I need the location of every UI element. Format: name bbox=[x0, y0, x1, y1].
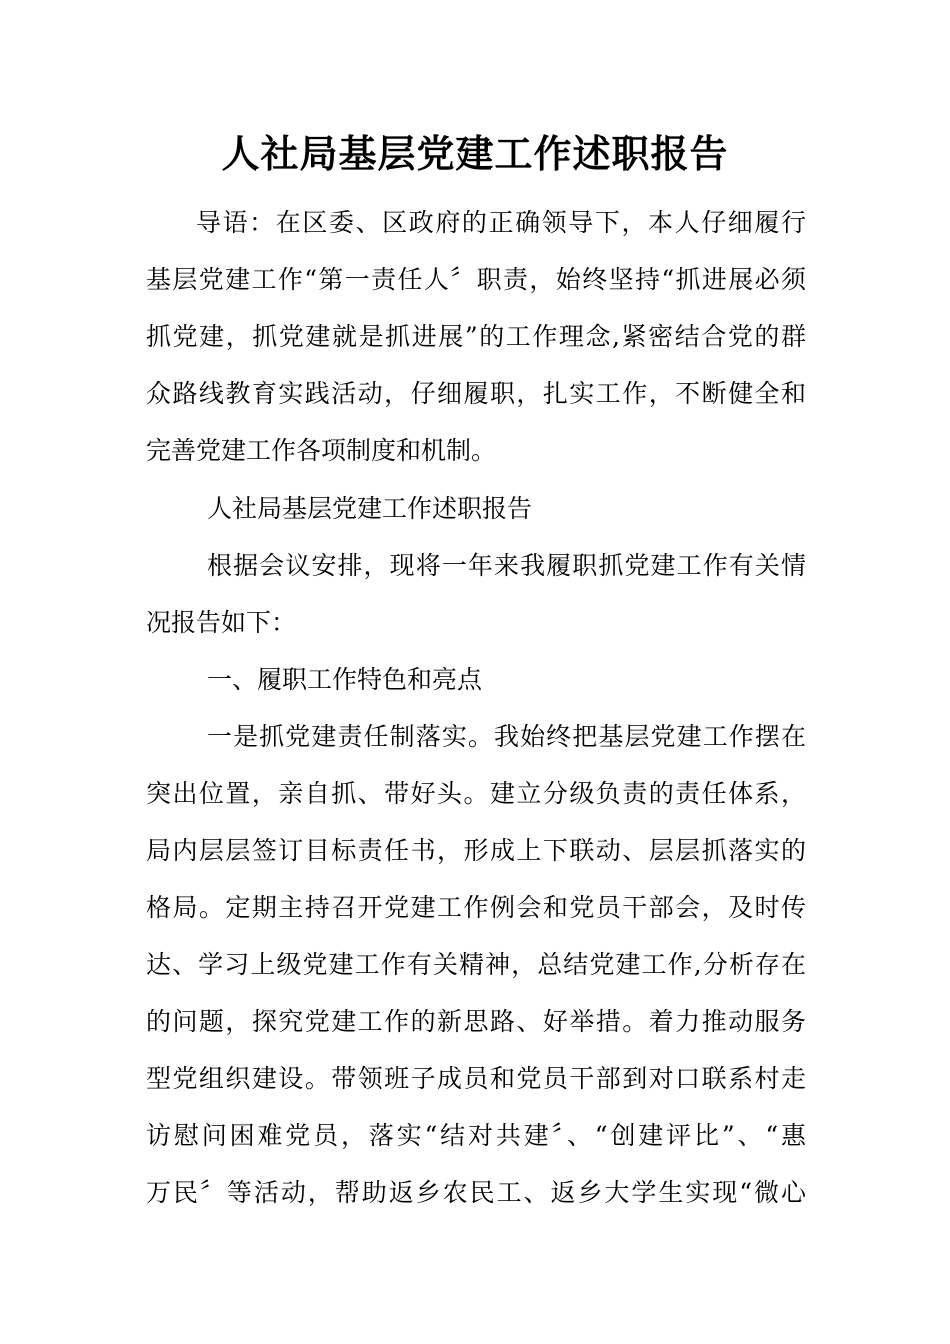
paragraph-line: 众路线教育实践活动，仔细履职，扎实工作，不断健全和 bbox=[146, 379, 806, 408]
paragraph-line: 一是抓党建责任制落实。我始终把基层党建工作摆在 bbox=[207, 722, 806, 751]
subtitle-line: 人社局基层党建工作述职报告 bbox=[207, 494, 533, 523]
paragraph-line: 达、学习上级党建工作有关精神，总结党建工作,分析存在 bbox=[146, 950, 806, 979]
paragraph-line: 况报告如下： bbox=[146, 608, 297, 637]
paragraph-line: 万民〞等活动，帮助返乡农民工、返乡大学生实现“微心 bbox=[146, 1178, 806, 1207]
paragraph-line: 型党组织建设。带领班子成员和党员干部到对口联系村走 bbox=[146, 1064, 806, 1093]
paragraph-line: 访慰问困难党员，落实“结对共建〞、“创建评比”、“惠 bbox=[146, 1121, 806, 1150]
paragraph-line: 局内层层签订目标责任书，形成上下联动、层层抓落实的 bbox=[146, 836, 806, 865]
paragraph-line: 完善党建工作各项制度和机制。 bbox=[146, 436, 497, 465]
paragraph-line: 抓党建，抓党建就是抓进展”的工作理念,紧密结合党的群 bbox=[146, 322, 806, 351]
paragraph-line: 突出位置，亲自抓、带好头。建立分级负责的责任体系， bbox=[146, 779, 806, 808]
paragraph-line: 格局。定期主持召开党建工作例会和党员干部会，及时传 bbox=[146, 893, 806, 922]
paragraph-line: 根据会议安排，现将一年来我履职抓党建工作有关情 bbox=[207, 551, 806, 580]
document-title: 人社局基层党建工作述职报告 bbox=[221, 131, 729, 176]
paragraph-line: 的问题，探究党建工作的新思路、好举措。着力推动服务 bbox=[146, 1007, 806, 1036]
section-heading: 一、履职工作特色和亮点 bbox=[207, 665, 483, 694]
paragraph-line: 基层党建工作“第一责任人〞职责，始终坚持“抓进展必须 bbox=[146, 265, 806, 294]
paragraph-line: 导语：在区委、区政府的正确领导下，本人仔细履行 bbox=[196, 208, 806, 237]
